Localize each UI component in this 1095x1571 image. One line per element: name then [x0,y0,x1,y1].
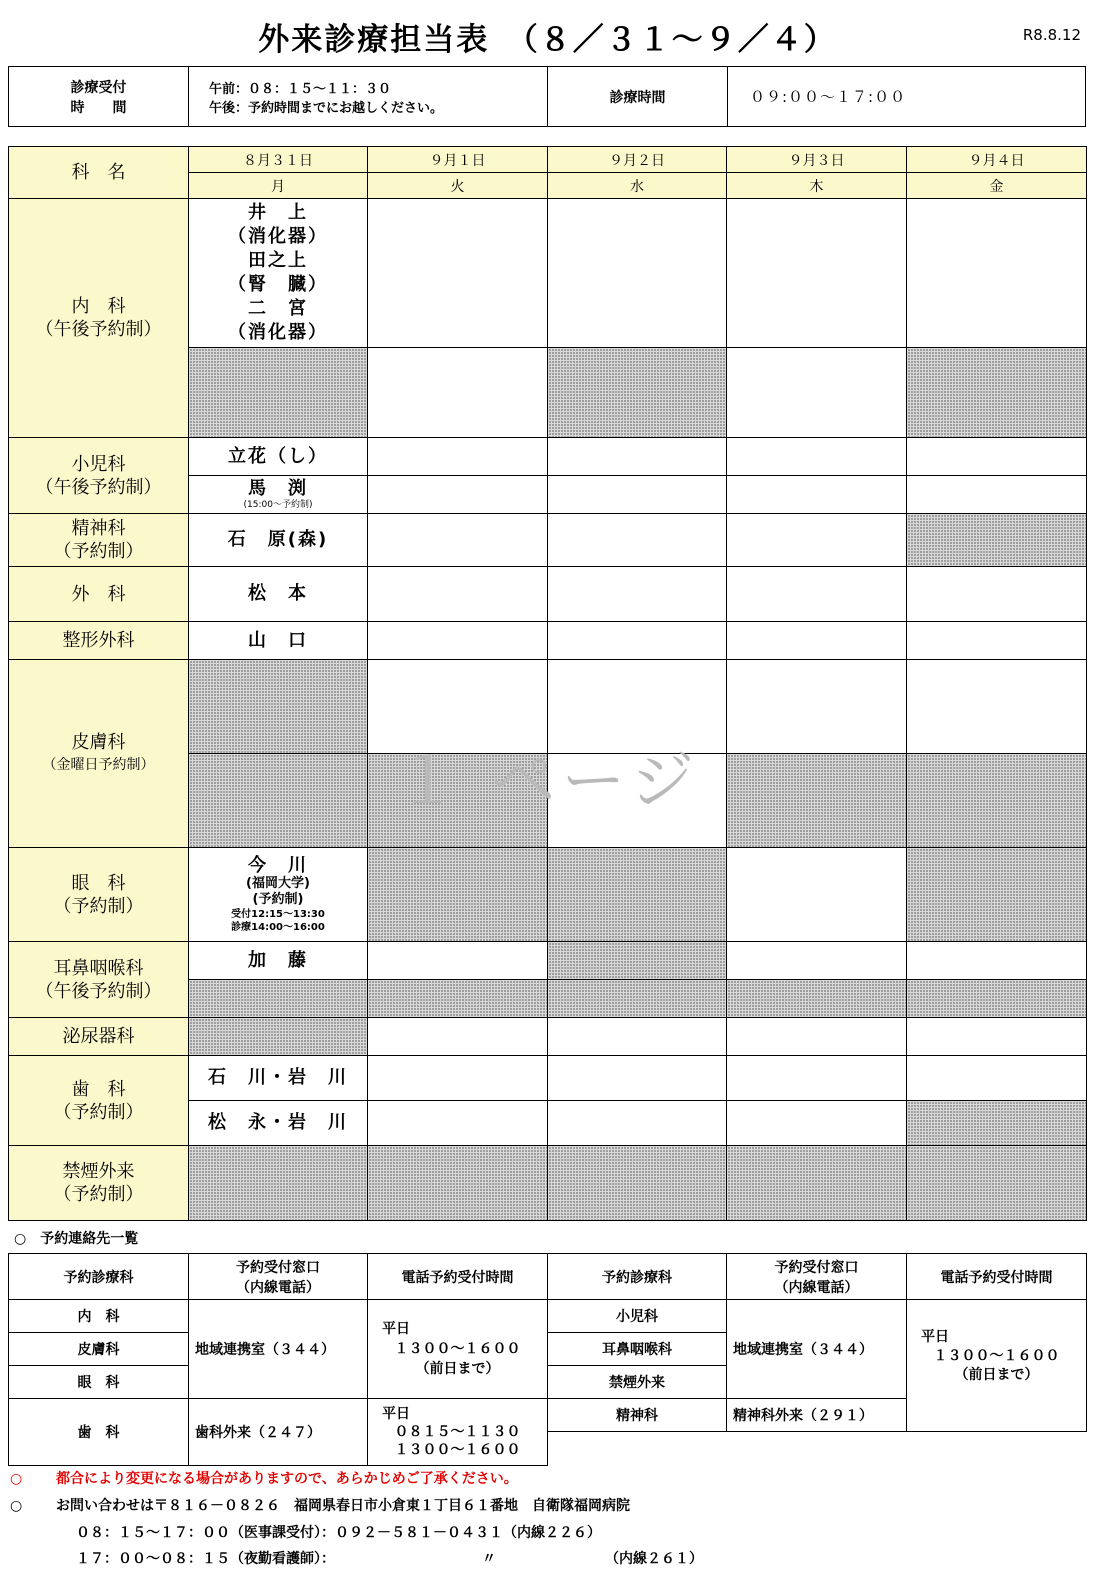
dept-shika: 歯 科 （予約制） [9,1056,189,1146]
res-dept: 歯 科 [9,1399,189,1466]
dept-hinyo: 泌尿器科 [9,1018,189,1056]
schedule-cell [548,1056,727,1101]
schedule-cell [368,660,548,754]
doctor-cell: 山 口 [189,622,368,660]
date-header: ９月３日 [727,147,907,173]
schedule-cell [368,199,548,348]
schedule-cell [548,476,727,514]
phone-night-ext: （内線２６１） [605,1551,703,1567]
date-header: ９月４日 [907,147,1087,173]
schedule-cell [727,438,907,476]
schedule-cell [368,567,548,622]
schedule-cell [727,1101,907,1146]
closed-cell [189,980,368,1018]
weekday-header: 木 [727,173,907,199]
dept-jibi: 耳鼻咽喉科 （午後予約制） [9,942,189,1018]
dept-header: 科 名 [9,147,189,199]
schedule-cell [548,438,727,476]
res-window: 地域連携室（３４４） [189,1300,368,1399]
closed-cell [907,980,1087,1018]
schedule-cell [727,848,907,942]
res-dept: 小児科 [548,1300,727,1333]
dept-kinen: 禁煙外来 （予約制） [9,1146,189,1221]
schedule-cell [727,567,907,622]
schedule-cell [368,1056,548,1101]
schedule-cell [548,1101,727,1146]
schedule-cell [727,514,907,567]
schedule-cell [368,438,548,476]
schedule-cell [368,514,548,567]
revision-date: R8.8.12 [1022,26,1081,44]
schedule-cell [368,348,548,438]
hours-value: ０９:００～１７:００ [727,67,1087,126]
dept-seishin: 精神科 （予約制） [9,514,189,567]
doctor-cell: 井 上 （消化器） 田之上 （腎 臓） 二 宮 （消化器） [189,199,368,348]
res-header-hours: 電話予約受付時間 [907,1254,1087,1300]
schedule-cell [368,1018,548,1056]
schedule-cell [907,199,1087,348]
dept-hifu: 皮膚科 （金曜日予約制） [9,660,189,848]
closed-cell [368,848,548,942]
doctor-cell: 松 永・岩 川 [189,1101,368,1146]
schedule-cell [907,660,1087,754]
closed-cell [189,1018,368,1056]
closed-cell [189,348,368,438]
weekday-header: 金 [907,173,1087,199]
page-watermark: １ ページ [395,745,701,819]
res-dept: 内 科 [9,1300,189,1333]
date-header: ９月１日 [368,147,548,173]
schedule-cell [368,942,548,980]
doctor-cell: 松 本 [189,567,368,622]
change-notice: ○ 都合により変更になる場合がありますので、あらかじめご了承ください。 [10,1471,518,1487]
res-hours: 平日 １３００～１６００ （前日まで） [907,1300,1087,1432]
doctor-cell: 立花（し） [189,438,368,476]
closed-cell [907,348,1087,438]
res-dept: 皮膚科 [9,1333,189,1366]
closed-cell [368,754,548,848]
reservation-table [8,1253,1087,1466]
res-header-window: 予約受付窓口 （内線電話） [189,1254,368,1300]
reception-times: 午前：０８：１５～１１：３０ 午後：予約時間までにお越しください。 [188,67,547,126]
schedule-cell [727,199,907,348]
schedule-cell [907,476,1087,514]
schedule-cell [727,1018,907,1056]
res-dept: 精神科 [548,1399,727,1432]
res-hours: 平日 １３００～１６００ （前日まで） [368,1300,548,1399]
weekday-header: 月 [189,173,368,199]
schedule-cell [907,942,1087,980]
res-dept: 耳鼻咽喉科 [548,1333,727,1366]
page-title: 外来診療担当表 （８／３１～９／４） [258,22,837,58]
res-window: 地域連携室（３４４） [727,1300,907,1399]
schedule-cell [907,567,1087,622]
weekday-header: 水 [548,173,727,199]
closed-cell [189,1146,368,1221]
closed-cell [727,754,907,848]
phone-night: １７：００～０８：１５（夜勤看護師）： [76,1551,335,1567]
schedule-cell [368,476,548,514]
schedule-cell [548,660,727,754]
schedule-cell [548,199,727,348]
res-dept: 禁煙外来 [548,1366,727,1399]
ditto-mark: 〃 [482,1551,496,1567]
date-header: ９月２日 [548,147,727,173]
schedule-cell [727,348,907,438]
closed-cell [907,514,1087,567]
date-header: ８月３１日 [189,147,368,173]
closed-cell [727,1146,907,1221]
closed-cell [368,980,548,1018]
dept-geka: 外 科 [9,567,189,622]
schedule-cell [368,622,548,660]
dept-ganka: 眼 科 （予約制） [9,848,189,942]
doctor-cell: 加 藤 [189,942,368,980]
doctor-cell: 今 川 (福岡大学) (予約制) 受付12:15～13:30 診療14:00～16:00 [189,848,368,942]
schedule-cell [548,514,727,567]
schedule-cell [727,622,907,660]
res-window: 歯科外来（２４７） [189,1399,368,1466]
closed-cell [548,942,727,980]
schedule-cell [727,942,907,980]
closed-cell [907,1146,1087,1221]
schedule-cell [907,622,1087,660]
schedule-cell [548,1018,727,1056]
closed-cell [907,848,1087,942]
res-header-window: 予約受付窓口 （内線電話） [727,1254,907,1300]
closed-cell [368,1146,548,1221]
doctor-cell: 石 川・岩 川 [189,1056,368,1101]
res-header-dept: 予約診療科 [9,1254,189,1300]
doctor-cell: 石 原(森) [189,514,368,567]
dept-naika: 内 科 （午後予約制） [9,199,189,438]
res-header-dept: 予約診療科 [548,1254,727,1300]
schedule-cell [907,1056,1087,1101]
closed-cell [189,660,368,754]
schedule-cell [548,754,727,848]
closed-cell [548,1146,727,1221]
dept-seikei: 整形外科 [9,622,189,660]
hours-label: 診療時間 [547,67,727,126]
schedule-cell [907,438,1087,476]
dept-shonika: 小児科 （午後予約制） [9,438,189,514]
schedule-cell [727,1056,907,1101]
reception-label: 診療受付 時 間 [70,79,127,116]
schedule-cell [368,1101,548,1146]
schedule-cell [727,476,907,514]
contact-address: ○ お問い合わせは〒８１６－０８２６ 福岡県春日市小倉東１丁目６１番地 自衛隊福岡病院 [10,1498,630,1514]
res-header-hours: 電話予約受付時間 [368,1254,548,1300]
res-hours: 平日 ０８１５～１１３０ １３００～１６００ [368,1399,548,1466]
reservation-title: ○ 予約連絡先一覧 [14,1231,139,1247]
weekday-header: 火 [368,173,548,199]
schedule-cell [727,660,907,754]
closed-cell [907,1101,1087,1146]
schedule-cell [907,1018,1087,1056]
schedule-cell [548,567,727,622]
phone-day: ０８：１５～１７：００（医事課受付）：０９２－５８１－０４３１（内線２２６） [76,1525,601,1541]
closed-cell [548,848,727,942]
closed-cell [907,754,1087,848]
res-dept: 眼 科 [9,1366,189,1399]
closed-cell [727,980,907,1018]
schedule-table [8,146,1087,1221]
closed-cell [548,980,727,1018]
closed-cell [189,754,368,848]
schedule-cell [548,622,727,660]
res-window: 精神科外来（２９１） [727,1399,907,1432]
doctor-cell: 馬 渕 (15:00～予約制) [189,476,368,514]
closed-cell [548,348,727,438]
reception-hours-box [8,66,1086,127]
